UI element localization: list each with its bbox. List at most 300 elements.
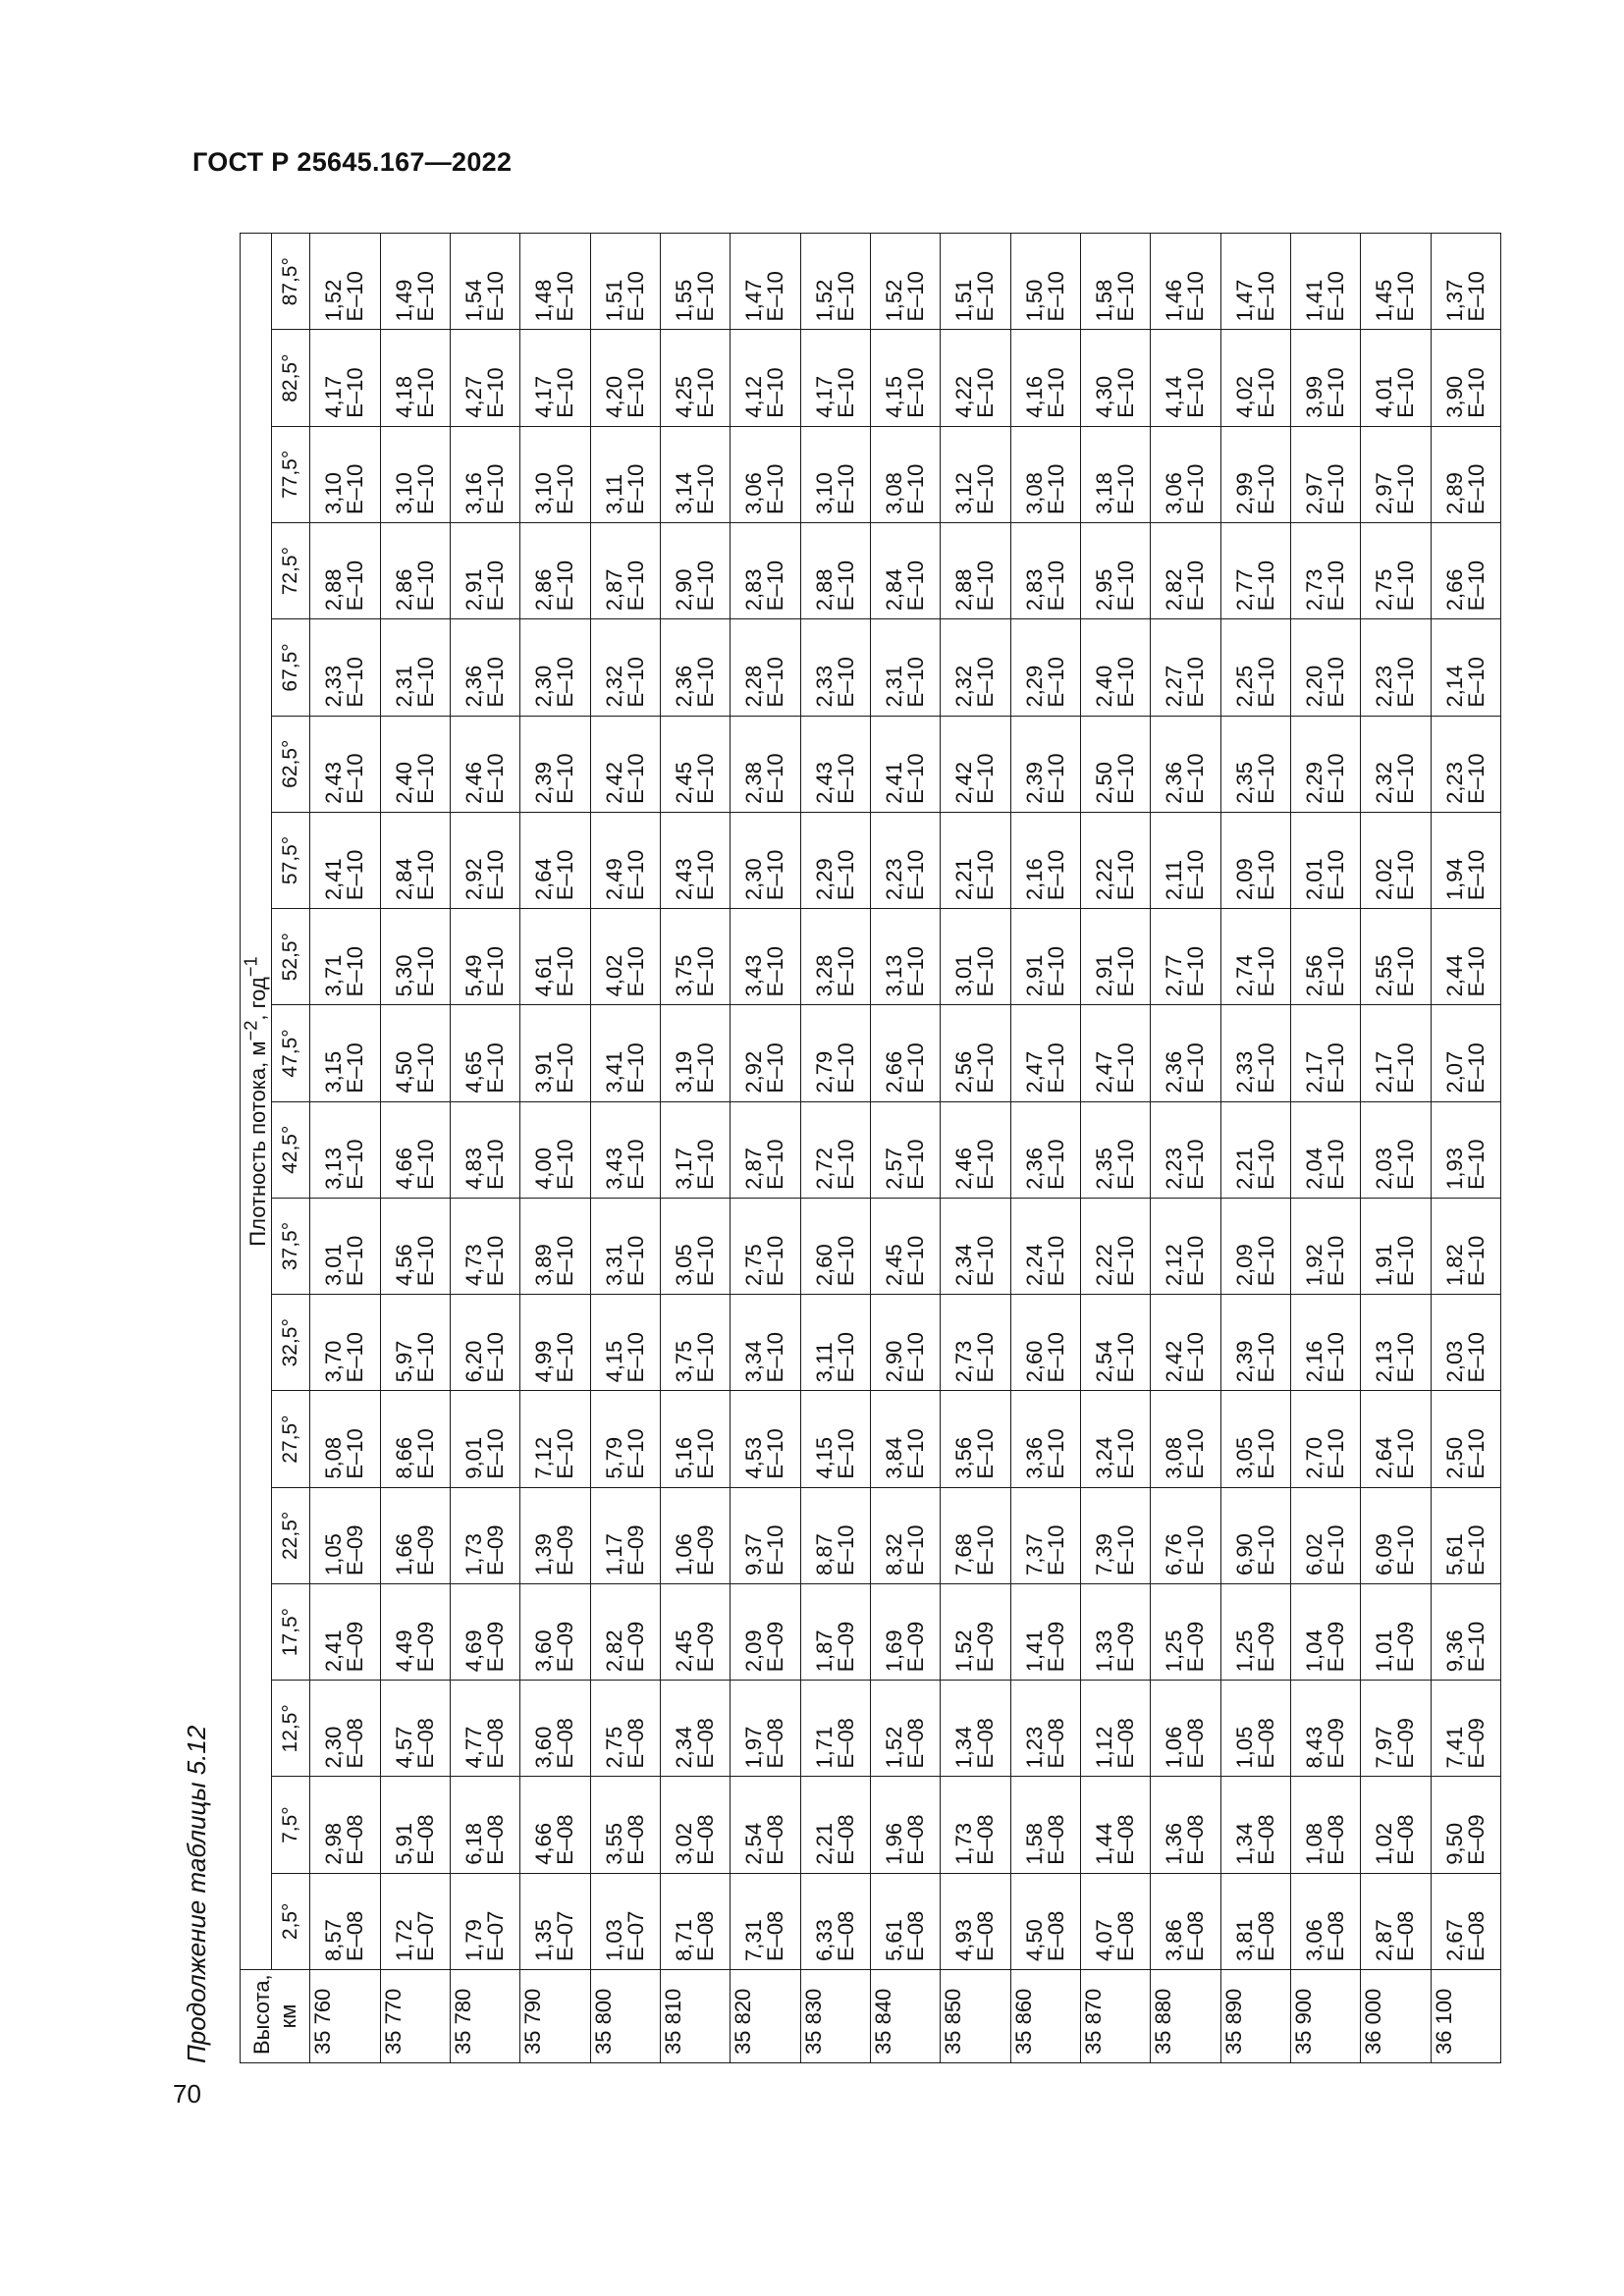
value-mantissa: 2,21 (951, 858, 977, 901)
value-mantissa: 7,37 (1021, 1533, 1047, 1575)
altitude-cell: 35 850 (941, 1970, 1010, 2063)
value-exponent: E–09 (1043, 1621, 1068, 1673)
value-exponent: E–09 (1253, 1621, 1278, 1673)
value-mantissa: 3,70 (321, 1340, 347, 1383)
value-exponent: E–10 (412, 945, 438, 997)
value-mantissa: 3,43 (741, 954, 767, 997)
value-exponent: E–10 (903, 849, 929, 901)
value-exponent: E–10 (1463, 1428, 1489, 1479)
flux-value-cell (731, 1873, 800, 1969)
value-exponent: E–10 (693, 1428, 719, 1479)
flux-value-cell (1010, 619, 1080, 716)
value-exponent: E–10 (1324, 1042, 1349, 1094)
value-mantissa: 2,03 (1372, 1148, 1397, 1190)
value-mantissa: 2,82 (601, 1629, 626, 1673)
value-mantissa: 1,25 (1162, 1629, 1187, 1673)
value-mantissa: 9,01 (461, 1436, 487, 1479)
value-mantissa: 2,09 (1231, 858, 1257, 901)
value-mantissa: 4,50 (391, 1050, 416, 1094)
value-exponent: E–10 (1113, 271, 1139, 322)
value-mantissa: 5,61 (882, 1919, 907, 1961)
flux-value-cell (590, 1873, 660, 1969)
flux-value-cell (800, 1391, 870, 1487)
value-exponent: E–10 (1043, 463, 1068, 515)
flux-value-cell (870, 1873, 940, 1969)
value-mantissa: 5,16 (672, 1436, 697, 1479)
flux-value-cell (1220, 619, 1290, 716)
value-exponent: E–08 (903, 1910, 929, 1961)
value-exponent: E–10 (973, 1042, 999, 1094)
flux-value-cell (1361, 1198, 1431, 1294)
flux-value-cell (1220, 1681, 1290, 1777)
value-exponent: E–10 (1253, 463, 1278, 515)
flux-value-cell (1220, 1101, 1290, 1198)
value-exponent: E–08 (483, 1718, 509, 1769)
value-exponent: E–09 (1113, 1621, 1139, 1673)
flux-value-cell (1431, 1777, 1500, 1873)
value-exponent: E–10 (1253, 1042, 1278, 1094)
value-mantissa: 2,87 (601, 568, 626, 612)
value-mantissa: 2,99 (1231, 472, 1257, 515)
flux-value-cell (870, 1681, 940, 1777)
value-exponent: E–10 (1253, 1332, 1278, 1383)
value-exponent: E–10 (1463, 463, 1489, 515)
flux-value-cell (380, 1681, 450, 1777)
flux-value-cell (1080, 716, 1150, 812)
value-mantissa: 6,18 (461, 1822, 487, 1865)
value-exponent: E–10 (973, 1332, 999, 1383)
flux-value-cell (941, 1583, 1010, 1680)
value-exponent: E–08 (903, 1718, 929, 1769)
value-mantissa: 4,65 (461, 1050, 487, 1094)
value-mantissa: 3,10 (391, 472, 416, 515)
value-mantissa: 2,57 (882, 1148, 907, 1190)
value-mantissa: 6,90 (1231, 1533, 1257, 1575)
value-exponent: E–10 (833, 1139, 858, 1190)
table-row (1290, 234, 1360, 2063)
flux-value-cell (1220, 1777, 1290, 1873)
flux-value-cell (520, 1295, 590, 1391)
value-exponent: E–10 (1463, 657, 1489, 708)
value-exponent: E–10 (693, 849, 719, 901)
altitude-cell: 35 820 (731, 1970, 800, 2063)
value-exponent: E–10 (1113, 1139, 1139, 1190)
value-mantissa: 2,24 (1021, 1244, 1047, 1287)
value-mantissa: 3,19 (672, 1050, 697, 1094)
value-mantissa: 1,48 (531, 279, 557, 322)
value-exponent: E–09 (1393, 1718, 1419, 1769)
value-exponent: E–10 (1113, 1428, 1139, 1479)
flux-value-cell (1361, 234, 1431, 330)
flux-value-cell (450, 1681, 519, 1777)
value-exponent: E–09 (1463, 1814, 1489, 1865)
flux-value-cell (1361, 909, 1431, 1005)
flux-value-cell (450, 1777, 519, 1873)
flux-density-group-header (241, 234, 272, 1970)
flux-value-cell (1151, 1583, 1220, 1680)
value-mantissa: 7,31 (741, 1919, 767, 1961)
altitude-cell: 35 870 (1080, 1970, 1150, 2063)
value-exponent: E–09 (553, 1524, 578, 1575)
flux-value-cell (1431, 234, 1500, 330)
flux-value-cell (1290, 1101, 1360, 1198)
value-mantissa: 2,16 (1021, 858, 1047, 901)
flux-value-cell (870, 523, 940, 619)
flux-value-cell (1080, 1873, 1150, 1969)
value-exponent: E–10 (1183, 271, 1209, 322)
flux-value-cell (1080, 1487, 1150, 1583)
flux-value-cell (1010, 1005, 1080, 1101)
value-exponent: E–08 (903, 1814, 929, 1865)
flux-value-cell (941, 330, 1010, 426)
flux-value-cell (450, 1101, 519, 1198)
value-exponent: E–10 (1324, 849, 1349, 901)
value-exponent: E–10 (903, 945, 929, 997)
flux-value-cell (1290, 234, 1360, 330)
flux-value-cell (1431, 1101, 1500, 1198)
value-exponent: E–08 (833, 1814, 858, 1865)
value-mantissa: 7,39 (1092, 1533, 1117, 1575)
value-exponent: E–10 (903, 753, 929, 804)
group-header-row (241, 234, 272, 2063)
value-mantissa: 4,20 (601, 375, 626, 418)
flux-value-cell (380, 330, 450, 426)
value-mantissa: 1,94 (1441, 858, 1467, 901)
value-mantissa: 3,05 (1231, 1436, 1257, 1479)
value-mantissa: 2,91 (461, 568, 487, 612)
flux-value-cell (380, 1391, 450, 1487)
value-exponent: E–10 (343, 560, 368, 612)
value-mantissa: 4,30 (1092, 375, 1117, 418)
value-exponent: E–08 (623, 1814, 648, 1865)
value-exponent: E–10 (1393, 1042, 1419, 1094)
value-mantissa: 2,56 (951, 1050, 977, 1094)
value-mantissa: 2,54 (1092, 1340, 1117, 1383)
value-mantissa: 2,89 (1441, 472, 1467, 515)
value-exponent: E–10 (1183, 463, 1209, 515)
angle-header-row (272, 234, 310, 2063)
flux-value-cell (1431, 330, 1500, 426)
value-exponent: E–10 (763, 1428, 788, 1479)
value-exponent: E–10 (1043, 1235, 1068, 1287)
value-exponent: E–10 (1253, 945, 1278, 997)
value-exponent: E–10 (553, 1042, 578, 1094)
flux-value-cell (1010, 523, 1080, 619)
value-mantissa: 2,28 (741, 665, 767, 708)
flux-value-cell (800, 619, 870, 716)
value-mantissa: 3,89 (531, 1244, 557, 1287)
value-exponent: E–10 (763, 463, 788, 515)
flux-value-cell (590, 1681, 660, 1777)
flux-value-cell (1151, 619, 1220, 716)
value-mantissa: 1,97 (741, 1726, 767, 1769)
value-mantissa: 2,21 (1231, 1148, 1257, 1190)
value-mantissa: 3,08 (1162, 1436, 1187, 1479)
flux-value-cell (450, 619, 519, 716)
value-mantissa: 3,17 (672, 1148, 697, 1190)
flux-value-cell (590, 234, 660, 330)
value-exponent: E–10 (973, 1524, 999, 1575)
value-exponent: E–10 (903, 1524, 929, 1575)
flux-value-cell (1080, 1198, 1150, 1294)
flux-value-cell (520, 909, 590, 1005)
value-mantissa: 2,91 (1021, 954, 1047, 997)
flux-value-cell (870, 909, 940, 1005)
value-mantissa: 1,73 (461, 1533, 487, 1575)
flux-value-cell (520, 1873, 590, 1969)
value-exponent: E–10 (1113, 1042, 1139, 1094)
value-exponent: E–10 (833, 271, 858, 322)
flux-value-cell (1010, 1198, 1080, 1294)
value-mantissa: 2,38 (741, 761, 767, 804)
value-exponent: E–10 (1324, 1139, 1349, 1190)
value-exponent: E–09 (693, 1524, 719, 1575)
flux-value-cell (870, 1583, 940, 1680)
flux-value-cell (1151, 812, 1220, 908)
value-mantissa: 4,93 (951, 1919, 977, 1961)
altitude-header-line-2: км (276, 2003, 301, 2029)
flux-value-cell (731, 426, 800, 522)
value-exponent: E–09 (693, 1621, 719, 1673)
value-exponent: E–09 (553, 1621, 578, 1673)
flux-value-cell (660, 909, 730, 1005)
value-exponent: E–10 (1324, 271, 1349, 322)
flux-value-cell (941, 909, 1010, 1005)
value-exponent: E–10 (623, 1235, 648, 1287)
flux-value-cell (941, 716, 1010, 812)
flux-value-cell (870, 330, 940, 426)
value-mantissa: 1,04 (1302, 1629, 1327, 1673)
value-exponent: E–10 (1253, 753, 1278, 804)
value-exponent: E–10 (553, 367, 578, 418)
value-exponent: E–10 (903, 271, 929, 322)
value-exponent: E–10 (483, 1235, 509, 1287)
value-mantissa: 3,84 (882, 1436, 907, 1479)
flux-value-cell (1151, 1005, 1220, 1101)
flux-value-cell (520, 1777, 590, 1873)
value-mantissa: 1,47 (1231, 279, 1257, 322)
altitude-header-line-1: Высота, (249, 1974, 275, 2055)
value-exponent: E–10 (1324, 1428, 1349, 1479)
value-exponent: E–10 (553, 1428, 578, 1479)
value-mantissa: 2,73 (951, 1340, 977, 1383)
value-exponent: E–10 (1463, 271, 1489, 322)
altitude-cell: 35 880 (1151, 1970, 1220, 2063)
value-exponent: E–10 (1113, 945, 1139, 997)
flux-value-cell (1431, 426, 1500, 522)
value-exponent: E–10 (1324, 463, 1349, 515)
value-exponent: E–10 (1113, 657, 1139, 708)
flux-value-cell (731, 716, 800, 812)
flux-value-cell (1361, 523, 1431, 619)
altitude-cell: 35 830 (800, 1970, 870, 2063)
value-exponent: E–10 (343, 849, 368, 901)
value-exponent: E–09 (412, 1524, 438, 1575)
value-mantissa: 2,39 (1231, 1340, 1257, 1383)
value-mantissa: 1,01 (1372, 1629, 1397, 1673)
value-mantissa: 1,35 (531, 1919, 557, 1961)
value-exponent: E–10 (1463, 367, 1489, 418)
flux-value-cell (941, 1873, 1010, 1969)
flux-value-cell (310, 426, 380, 522)
table-row (731, 234, 800, 2063)
value-exponent: E–08 (343, 1718, 368, 1769)
value-mantissa: 2,25 (1231, 665, 1257, 708)
flux-value-cell (1010, 1391, 1080, 1487)
value-exponent: E–10 (1393, 463, 1419, 515)
flux-value-cell (380, 426, 450, 522)
value-exponent: E–10 (1043, 1042, 1068, 1094)
altitude-cell: 35 890 (1220, 1970, 1290, 2063)
value-exponent: E–10 (412, 271, 438, 322)
value-mantissa: 2,29 (1021, 665, 1047, 708)
value-exponent: E–10 (1393, 945, 1419, 997)
value-mantissa: 1,82 (1441, 1244, 1467, 1287)
flux-value-cell (1290, 1295, 1360, 1391)
value-mantissa: 4,77 (461, 1726, 487, 1769)
value-mantissa: 2,22 (1092, 1244, 1117, 1287)
value-exponent: E–10 (553, 849, 578, 901)
value-exponent: E–10 (1113, 1235, 1139, 1287)
altitude-cell: 35 760 (310, 1970, 380, 2063)
value-mantissa: 1,34 (1231, 1822, 1257, 1865)
value-mantissa: 2,45 (672, 761, 697, 804)
value-mantissa: 6,02 (1302, 1533, 1327, 1575)
value-exponent: E–10 (1183, 753, 1209, 804)
value-exponent: E–10 (483, 367, 509, 418)
value-mantissa: 2,86 (531, 568, 557, 612)
value-exponent: E–10 (693, 1042, 719, 1094)
value-mantissa: 3,24 (1092, 1436, 1117, 1479)
angle-header: 77,5° (272, 426, 310, 522)
value-mantissa: 3,08 (1021, 472, 1047, 515)
value-mantissa: 1,37 (1441, 279, 1467, 322)
value-mantissa: 4,49 (391, 1629, 416, 1673)
value-exponent: E–10 (903, 1139, 929, 1190)
value-exponent: E–10 (623, 463, 648, 515)
value-mantissa: 2,45 (882, 1244, 907, 1287)
value-mantissa: 1,46 (1162, 279, 1187, 322)
value-mantissa: 2,09 (741, 1629, 767, 1673)
value-exponent: E–08 (1324, 1814, 1349, 1865)
value-exponent: E–10 (833, 849, 858, 901)
value-mantissa: 2,41 (321, 858, 347, 901)
flux-value-cell (800, 716, 870, 812)
flux-value-cell (1220, 716, 1290, 812)
value-mantissa: 3,75 (672, 954, 697, 997)
flux-value-cell (520, 426, 590, 522)
value-mantissa: 2,27 (1162, 665, 1187, 708)
value-exponent: E–10 (1253, 657, 1278, 708)
flux-value-cell (1361, 1777, 1431, 1873)
flux-value-cell (1220, 1198, 1290, 1294)
value-mantissa: 1,52 (811, 279, 837, 322)
flux-value-cell (520, 619, 590, 716)
value-exponent: E–10 (343, 1042, 368, 1094)
altitude-cell: 35 840 (870, 1970, 940, 2063)
flux-value-cell (941, 1295, 1010, 1391)
value-mantissa: 9,36 (1441, 1629, 1467, 1673)
altitude-cell: 36 100 (1431, 1970, 1500, 2063)
value-mantissa: 2,23 (1162, 1148, 1187, 1190)
value-mantissa: 2,03 (1441, 1340, 1467, 1383)
flux-value-cell (1290, 1681, 1360, 1777)
flux-value-cell (870, 1295, 940, 1391)
flux-value-cell (1010, 1295, 1080, 1391)
value-exponent: E–09 (343, 1524, 368, 1575)
value-exponent: E–10 (833, 945, 858, 997)
angle-header: 22,5° (272, 1487, 310, 1583)
flux-value-cell (1290, 1487, 1360, 1583)
flux-value-cell (870, 1101, 940, 1198)
value-exponent: E–07 (412, 1910, 438, 1961)
value-mantissa: 6,33 (811, 1919, 837, 1961)
value-mantissa: 1,69 (882, 1629, 907, 1673)
value-mantissa: 4,66 (391, 1148, 416, 1190)
value-mantissa: 5,49 (461, 954, 487, 997)
value-mantissa: 2,60 (1021, 1340, 1047, 1383)
value-exponent: E–08 (973, 1718, 999, 1769)
flux-value-cell (520, 1198, 590, 1294)
flux-density-table (240, 233, 1501, 2063)
value-exponent: E–10 (1463, 1621, 1489, 1673)
value-mantissa: 2,39 (1021, 761, 1047, 804)
value-exponent: E–10 (1043, 1524, 1068, 1575)
value-mantissa: 4,15 (882, 375, 907, 418)
value-mantissa: 3,13 (321, 1148, 347, 1190)
value-exponent: E–10 (833, 1042, 858, 1094)
value-mantissa: 2,56 (1302, 954, 1327, 997)
value-exponent: E–09 (623, 1621, 648, 1673)
value-exponent: E–10 (553, 753, 578, 804)
flux-value-cell (380, 234, 450, 330)
value-exponent: E–10 (623, 271, 648, 322)
flux-value-cell (731, 523, 800, 619)
value-exponent: E–10 (1324, 560, 1349, 612)
value-mantissa: 6,09 (1372, 1533, 1397, 1575)
flux-value-cell (1220, 234, 1290, 330)
value-exponent: E–10 (553, 1139, 578, 1190)
value-exponent: E–10 (833, 1235, 858, 1287)
flux-value-cell (1361, 1101, 1431, 1198)
value-exponent: E–08 (1113, 1718, 1139, 1769)
flux-value-cell (941, 1391, 1010, 1487)
value-exponent: E–10 (1043, 560, 1068, 612)
flux-value-cell (520, 1005, 590, 1101)
value-exponent: E–07 (483, 1910, 509, 1961)
value-mantissa: 1,49 (391, 279, 416, 322)
flux-value-cell (520, 1391, 590, 1487)
flux-value-cell (800, 1101, 870, 1198)
value-mantissa: 4,15 (811, 1436, 837, 1479)
value-mantissa: 3,05 (672, 1244, 697, 1287)
value-exponent: E–10 (1393, 560, 1419, 612)
flux-value-cell (590, 812, 660, 908)
flux-value-cell (1080, 812, 1150, 908)
value-exponent: E–10 (1463, 753, 1489, 804)
value-exponent: E–10 (693, 1139, 719, 1190)
flux-density-header-text: Плотность потока, $м^{-2}$, год$^{-1}$ (241, 956, 271, 1247)
flux-value-cell (800, 234, 870, 330)
value-mantissa: 3,02 (672, 1822, 697, 1865)
flux-value-cell (310, 1198, 380, 1294)
value-mantissa: 2,29 (811, 858, 837, 901)
value-mantissa: 1,03 (601, 1919, 626, 1961)
flux-value-cell (1431, 523, 1500, 619)
flux-value-cell (1290, 1583, 1360, 1680)
value-mantissa: 2,92 (741, 1050, 767, 1094)
flux-value-cell (1431, 1873, 1500, 1969)
